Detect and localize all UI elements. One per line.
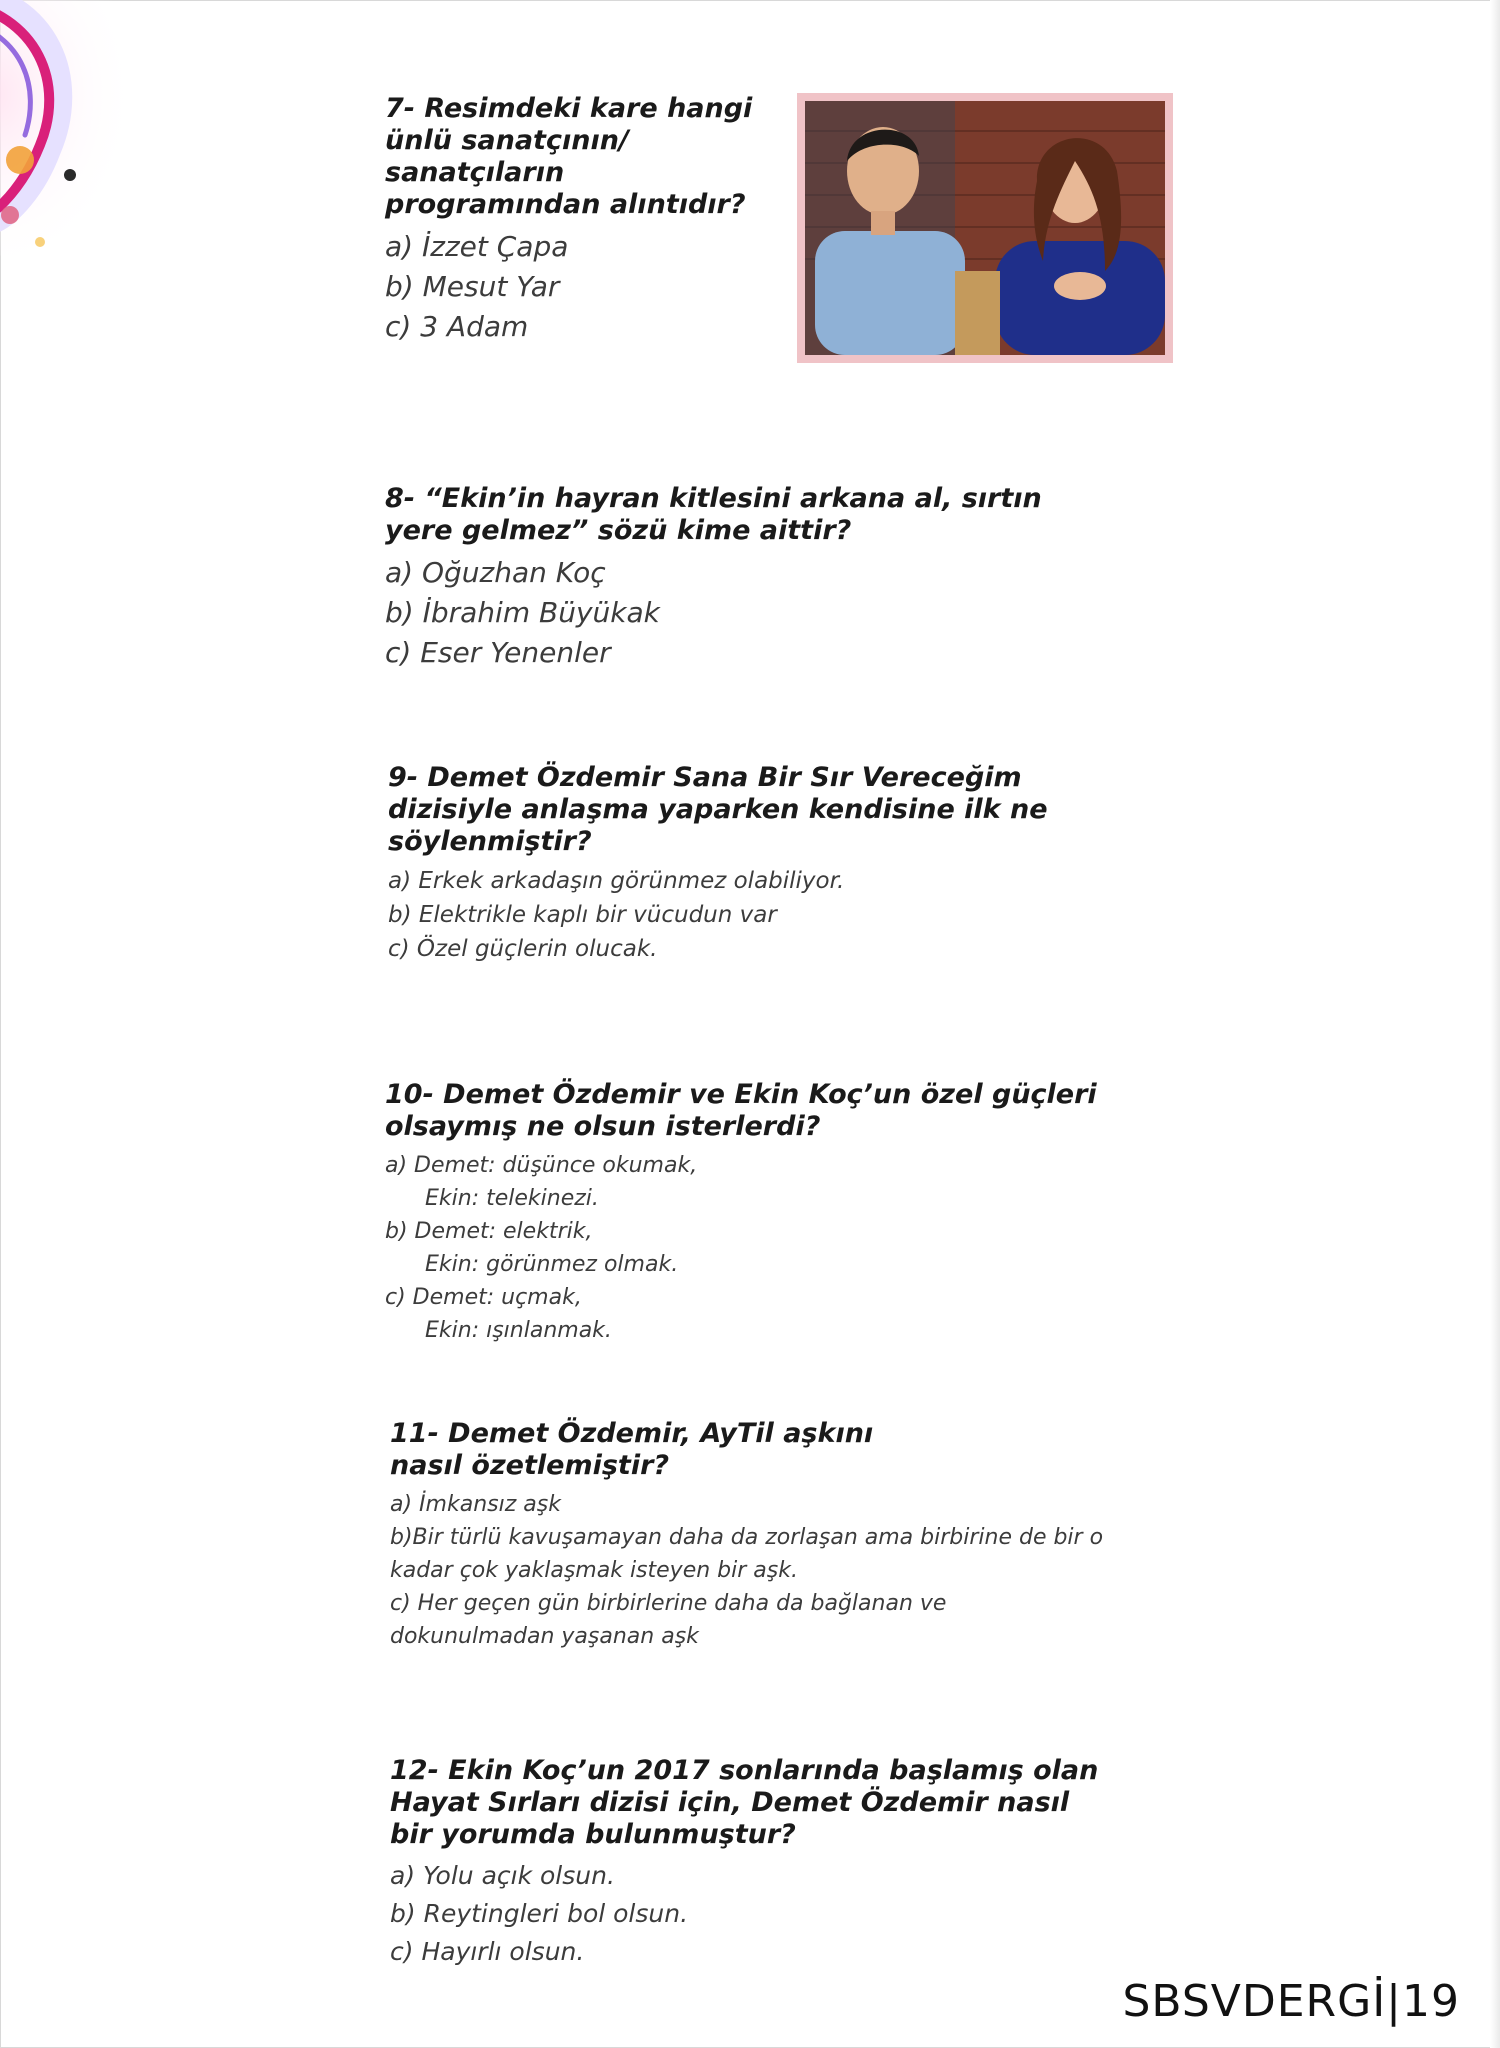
question-10 xyxy=(385,1079,1105,1347)
question-8-title: 8- “Ekin’in hayran kitlesini arkana al, sırtın yere gelmez” sözü kime aittir? xyxy=(385,483,1042,546)
question-9-title: 9- Demet Özdemir Sana Bir Sır Vereceğim dizisiyle anlaşma yaparken kendisine ilk ne söylenmiştir? xyxy=(388,762,1048,857)
question-10-option-a-demet: a) Demet: düşünce okumak, xyxy=(385,1153,698,1178)
question-8-option-a: a) Oğuzhan Koç xyxy=(385,556,606,589)
question-10-option-b xyxy=(385,1215,1105,1281)
question-7-option-c: c) 3 Adam xyxy=(385,310,529,343)
question-7-option-b: b) Mesut Yar xyxy=(385,270,560,303)
question-10-option-b-demet: b) Demet: elektrik, xyxy=(385,1219,593,1244)
question-10-option-b-ekin: Ekin: görünmez olmak. xyxy=(425,1252,679,1277)
question-12-title: 12- Ekin Koç’un 2017 sonlarında başlamış olan Hayat Sırları dizisi için, Demet Özdemir nasıl bir yorumda bulunmuştur? xyxy=(390,1755,1099,1850)
decorative-swirl-graphic xyxy=(0,0,200,280)
question-10-option-c xyxy=(385,1281,1105,1347)
question-8 xyxy=(385,483,1105,673)
question-9-option-c: c) Özel güçlerin olucak. xyxy=(388,936,658,962)
page-edge-shadow xyxy=(1490,0,1500,2048)
question-7-options xyxy=(385,227,765,347)
question-8-options xyxy=(385,553,1105,673)
question-7-option-a: a) İzzet Çapa xyxy=(385,230,569,263)
question-11 xyxy=(390,1418,1150,1653)
question-10-option-c-demet: c) Demet: uçmak, xyxy=(385,1285,582,1310)
question-9-option-a: a) Erkek arkadaşın görünmez olabiliyor. xyxy=(388,868,845,894)
question-7 xyxy=(385,93,765,347)
question-10-option-a xyxy=(385,1149,1105,1215)
question-9 xyxy=(388,762,1088,966)
question-7-title: 7- Resimdeki kare hangi ünlü sanatçının/ sanatçıların programından alıntıdır? xyxy=(385,93,753,220)
question-10-option-c-ekin: Ekin: ışınlanmak. xyxy=(425,1318,612,1343)
question-12-option-b: b) Reytingleri bol olsun. xyxy=(390,1899,689,1928)
question-11-title: 11- Demet Özdemir, AyTil aşkını nasıl özetlemiştir? xyxy=(390,1418,874,1481)
question-10-title: 10- Demet Özdemir ve Ekin Koç’un özel güçleri olsaymış ne olsun isterlerdi? xyxy=(385,1079,1097,1142)
question-8-option-b: b) İbrahim Büyükak xyxy=(385,596,660,629)
question-12-option-a: a) Yolu açık olsun. xyxy=(390,1861,615,1890)
question-12-option-c: c) Hayırlı olsun. xyxy=(390,1937,585,1966)
question-8-option-c: c) Eser Yenenler xyxy=(385,636,611,669)
page-footer: SBSVDERGİ|19 xyxy=(1122,1976,1460,2027)
tv-show-photo-frame xyxy=(797,93,1173,363)
question-9-option-b: b) Elektrikle kaplı bir vücudun var xyxy=(388,902,777,928)
question-11-option-b: b)Bir türlü kavuşamayan daha da zorlaşan ama birbirine de bir o kadar çok yaklaşmak isteyen bir aşk. xyxy=(390,1525,1104,1583)
question-9-options xyxy=(388,864,1088,966)
tv-show-photo xyxy=(805,101,1165,355)
question-11-option-a: a) İmkansız aşk xyxy=(390,1492,561,1517)
question-10-option-a-ekin: Ekin: telekinezi. xyxy=(425,1186,599,1211)
question-11-option-c: c) Her geçen gün birbirlerine daha da bağlanan ve dokunulmadan yaşanan aşk xyxy=(390,1591,947,1649)
question-10-options xyxy=(385,1149,1105,1347)
question-12-options xyxy=(390,1857,1110,1971)
question-11-options xyxy=(390,1488,1150,1653)
question-12 xyxy=(390,1755,1110,1971)
